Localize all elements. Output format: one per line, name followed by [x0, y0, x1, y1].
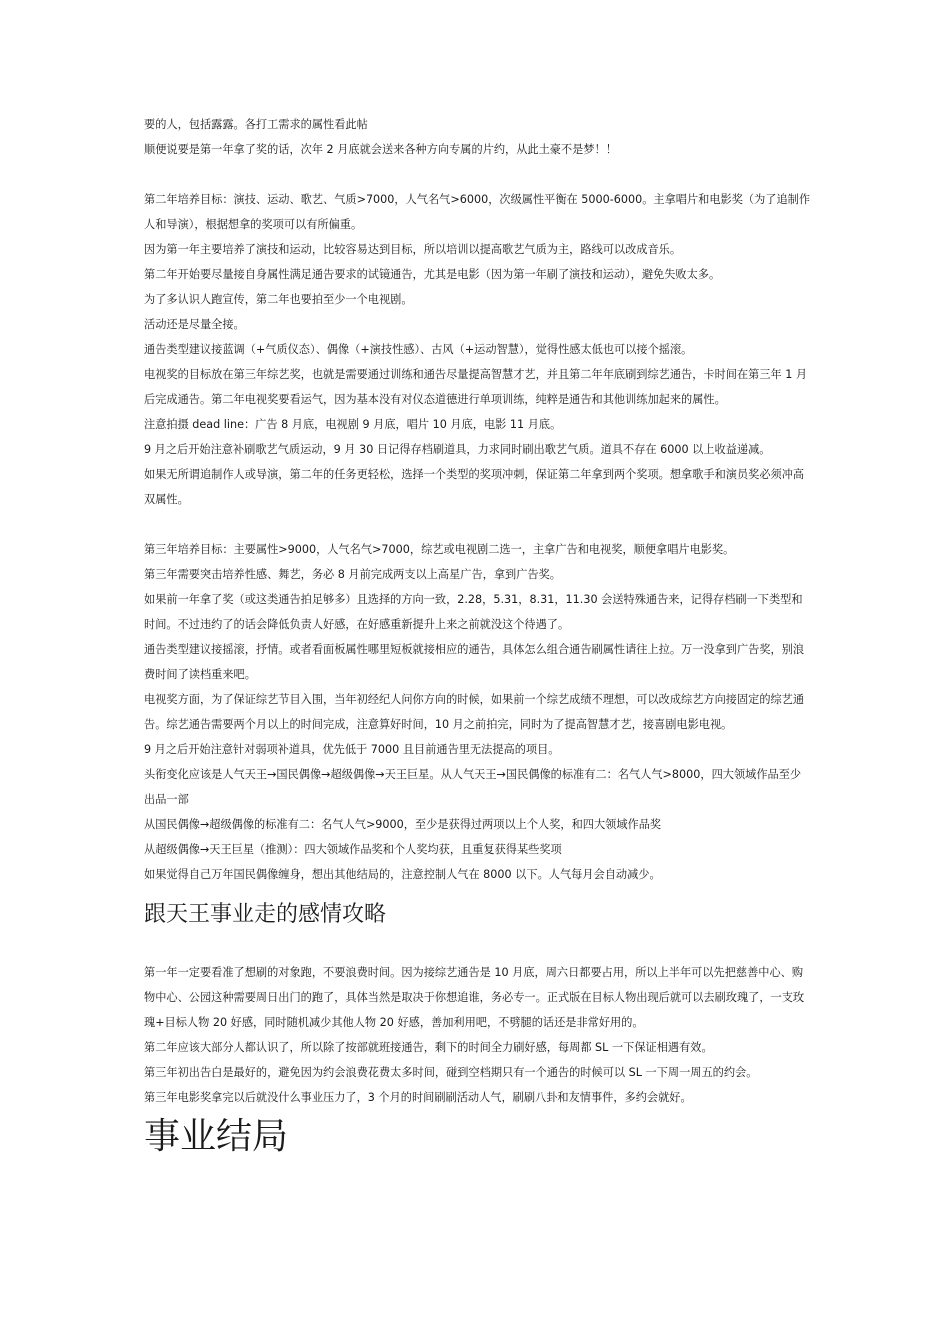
year2-paragraph: 为了多认识人跑宣传，第二年也要拍至少一个电视剧。 — [144, 293, 413, 306]
year3-paragraph: 从国民偶像→超级偶像的标准有二：名气人气>9000，至少是获得过两项以上个人奖，和四大领域作品奖 — [144, 818, 662, 831]
intro-line-2: 顺便说要是第一年拿了奖的话，次年 2 月底就会送来各种方向专属的片约，从此土豪不是梦！！ — [144, 143, 617, 156]
romance-paragraph: 第三年电影奖拿完以后就没什么事业压力了，3 个月的时间刷刷活动人气，刷刷八卦和友情事件，多约会就好。 — [144, 1091, 692, 1104]
intro-line-1: 要的人，包括露露。各打工需求的属性看此帖 — [144, 118, 368, 131]
year2-paragraph: 注意拍摄 dead line：广告 8 月底，电视剧 9 月底，唱片 10 月底，电影 11 月底。 — [144, 418, 562, 431]
year2-paragraph: 活动还是尽量全接。 — [144, 318, 245, 331]
spacer — [144, 162, 812, 187]
year3-paragraph: 通告类型建议接摇滚，抒情。或者看面板属性哪里短板就接相应的通告，具体怎么组合通告刷属性请往上拉。万一没拿到广告奖，别浪费时间了读档重来吧。 — [144, 643, 805, 681]
year3-paragraph: 9 月之后开始注意针对弱项补道具，优先低于 7000 且目前通告里无法提高的项目。 — [144, 743, 560, 756]
document-page — [144, 112, 812, 1164]
year3-paragraph: 如果前一年拿了奖（或这类通告拍足够多）且选择的方向一致，2.28，5.31，8.31，11.30 会送特殊通告来，记得存档刷一下类型和时间。不过违约了的话会降低负责人好感，在好感重新提升上来之前就没这个待遇了。 — [144, 593, 803, 631]
year3-paragraph: 头衔变化应该是人气天王→国民偶像→超级偶像→天王巨星。从人气天王→国民偶像的标准有二：名气人气>8000，四大领域作品至少出品一部 — [144, 768, 802, 806]
year2-paragraph: 通告类型建议接蓝调（+气质仪态）、偶像（+演技性感）、古风（+运动智慧），觉得性感太低也可以接个摇滚。 — [144, 343, 693, 356]
spacer — [144, 935, 812, 960]
section-heading-career-ending: 事业结局 — [144, 1116, 289, 1157]
year2-paragraph: 9 月之后开始注意补刷歌艺气质运动，9 月 30 日记得存档刷道具，力求同时刷出歌艺气质。道具不存在 6000 以上收益递减。 — [144, 443, 771, 456]
year3-paragraph: 第三年培养目标：主要属性>9000，人气名气>7000，综艺或电视剧二选一，主拿广告和电视奖，顺便拿唱片电影奖。 — [144, 543, 735, 556]
year2-paragraph: 第二年培养目标：演技、运动、歌艺、气质>7000，人气名气>6000，次级属性平衡在 5000-6000。主拿唱片和电影奖（为了追制作人和导演），根据想拿的奖项可以有所偏重。 — [144, 193, 811, 231]
year3-paragraph: 电视奖方面，为了保证综艺节目入围，当年初经纪人问你方向的时候，如果前一个综艺成绩不理想，可以改成综艺方向接固定的综艺通告。综艺通告需要两个月以上的时间完成，注意算好时间，10 月之前拍完，同时为了提高智慧才艺，接喜剧电影电视。 — [144, 693, 805, 731]
year2-paragraph: 因为第一年主要培养了演技和运动，比较容易达到目标，所以培训以提高歌艺气质为主，路线可以改成音乐。 — [144, 243, 682, 256]
year3-paragraph: 从超级偶像→天王巨星（推测）：四大领域作品奖和个人奖均获，且重复获得某些奖项 — [144, 843, 562, 856]
section-heading-romance: 跟天王事业走的感情攻略 — [144, 902, 387, 927]
year3-paragraph: 第三年需要突击培养性感、舞艺，务必 8 月前完成两支以上高星广告，拿到广告奖。 — [144, 568, 561, 581]
year2-paragraph: 如果无所谓追制作人或导演，第二年的任务更轻松，选择一个类型的奖项冲刺，保证第二年拿到两个奖项。想拿歌手和演员奖必须冲高双属性。 — [144, 468, 805, 506]
year2-paragraph: 电视奖的目标放在第三年综艺奖，也就是需要通过训练和通告尽量提高智慧才艺，并且第二年年底刷到综艺通告，卡时间在第三年 1 月后完成通告。第二年电视奖要看运气，因为基本没有对仪态道德进行单项训练，纯粹是通告和其他训练加起来的属性。 — [144, 368, 808, 406]
romance-paragraph: 第一年一定要看准了想刷的对象跑，不要浪费时间。因为接综艺通告是 10 月底，周六日都要占用，所以上半年可以先把慈善中心、购物中心、公园这种需要周日出门的跑了，具体当然是取决于你想追谁，务必专一。正式版在目标人物出现后就可以去刷玫瑰了，一支玫瑰+目标人物 20 好感，同时随机减少其他人物 20 好感，善加利用吧，不劈腿的话还是非常好用的。 — [144, 966, 805, 1029]
spacer — [144, 512, 812, 537]
year3-paragraph: 如果觉得自己万年国民偶像缠身，想出其他结局的，注意控制人气在 8000 以下。人气每月会自动减少。 — [144, 868, 661, 881]
romance-paragraph: 第二年应该大部分人都认识了，所以除了按部就班接通告，剩下的时间全力刷好感，每周都 SL 一下保证相遇有效。 — [144, 1041, 713, 1054]
year2-paragraph: 第二年开始要尽量接自身属性满足通告要求的试镜通告，尤其是电影（因为第一年刷了演技和运动），避免失败太多。 — [144, 268, 721, 281]
romance-paragraph: 第三年初出告白是最好的，避免因为约会浪费花费太多时间，碰到空档期只有一个通告的时候可以 SL 一下周一周五的约会。 — [144, 1066, 758, 1079]
